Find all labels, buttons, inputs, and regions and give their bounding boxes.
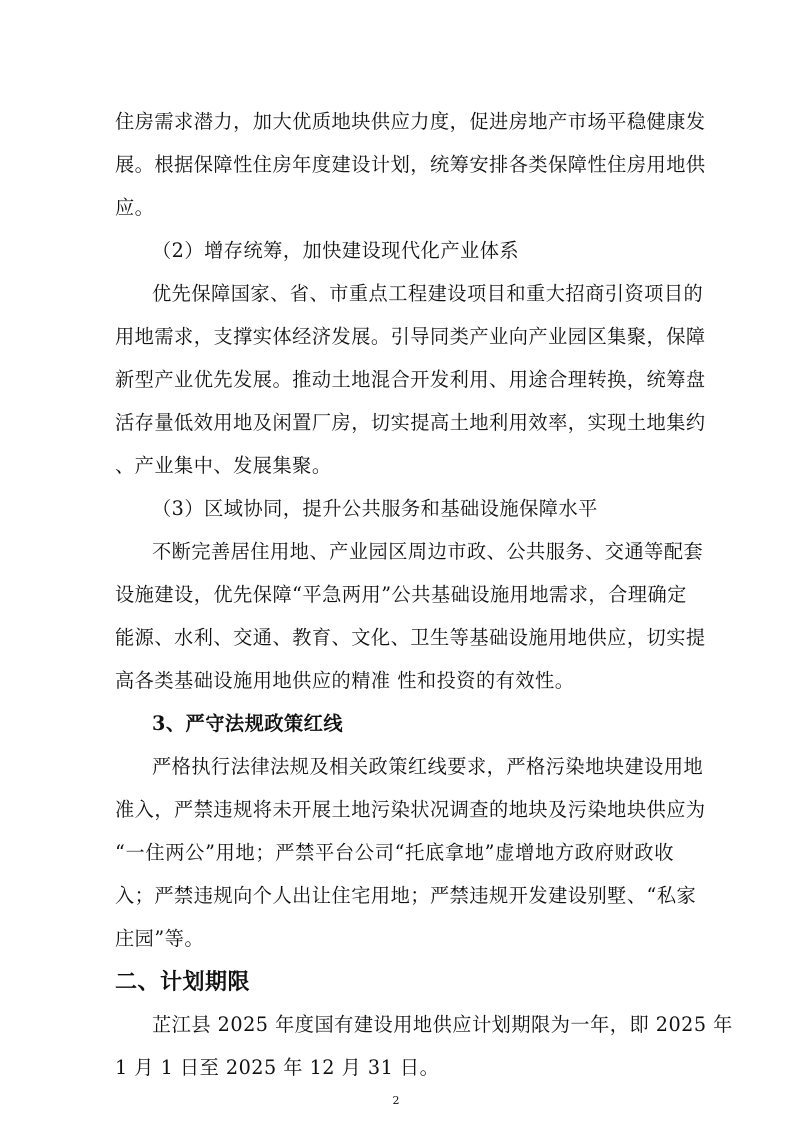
body-line: 1 月 1 日至 2025 年 12 月 31 日。 (115, 1056, 440, 1079)
body-line: 入；严禁违规向个人出让住宅用地；严禁违规开发建设别墅、“私家 (115, 884, 697, 907)
body-line: 高各类基础设施用地供应的精准 性和投资的有效性。 (115, 669, 575, 692)
subsection-heading: （2）增存统筹，加快建设现代化产业体系 (152, 239, 520, 262)
body-line: “一住两公”用地；严禁平台公司“托底拿地”虚增地方政府财政收 (115, 841, 674, 864)
body-line: 不断完善居住用地、产业园区周边市政、公共服务、交通等配套 (152, 540, 704, 563)
body-line: 庄园”等。 (115, 927, 205, 950)
section-heading: 3、严守法规政策红线 (152, 712, 344, 735)
body-line: 优先保障国家、省、市重点工程建设项目和重大招商引资项目的 (152, 282, 704, 305)
page-number: 2 (392, 1094, 400, 1107)
body-line: 、产业集中、发展集聚。 (115, 454, 332, 477)
subsection-heading: （3）区域协同，提升公共服务和基础设施保障水平 (152, 497, 598, 520)
body-line: 用地需求，支撑实体经济发展。引导同类产业向产业园区集聚，保障 (115, 325, 706, 348)
body-line: 严格执行法律法规及相关政策红线要求，严格污染地块建设用地 (152, 755, 704, 778)
body-line: 应。 (115, 196, 155, 219)
body-line: 活存量低效用地及闲置厂房，切实提高土地利用效率，实现土地集约 (115, 411, 706, 434)
body-line: 设施建设，优先保障“平急两用”公共基础设施用地需求，合理确定 (115, 583, 687, 606)
body-line: 能源、水利、交通、教育、文化、卫生等基础设施用地供应，切实提 (115, 626, 706, 649)
body-line: 新型产业优先发展。推动土地混合开发利用、用途合理转换，统筹盘 (115, 368, 706, 391)
body-line: 准入，严禁违规将未开展土地污染状况调查的地块及污染地块供应为 (115, 798, 706, 821)
body-line: 芷江县 2025 年度国有建设用地供应计划期限为一年，即 2025 年 (152, 1013, 733, 1036)
body-line: 住房需求潜力，加大优质地块供应力度，促进房地产市场平稳健康发 (115, 110, 706, 133)
body-line: 展。根据保障性住房年度建设计划，统筹安排各类保障性住房用地供 (115, 153, 706, 176)
chapter-heading: 二、计划期限 (115, 969, 251, 995)
